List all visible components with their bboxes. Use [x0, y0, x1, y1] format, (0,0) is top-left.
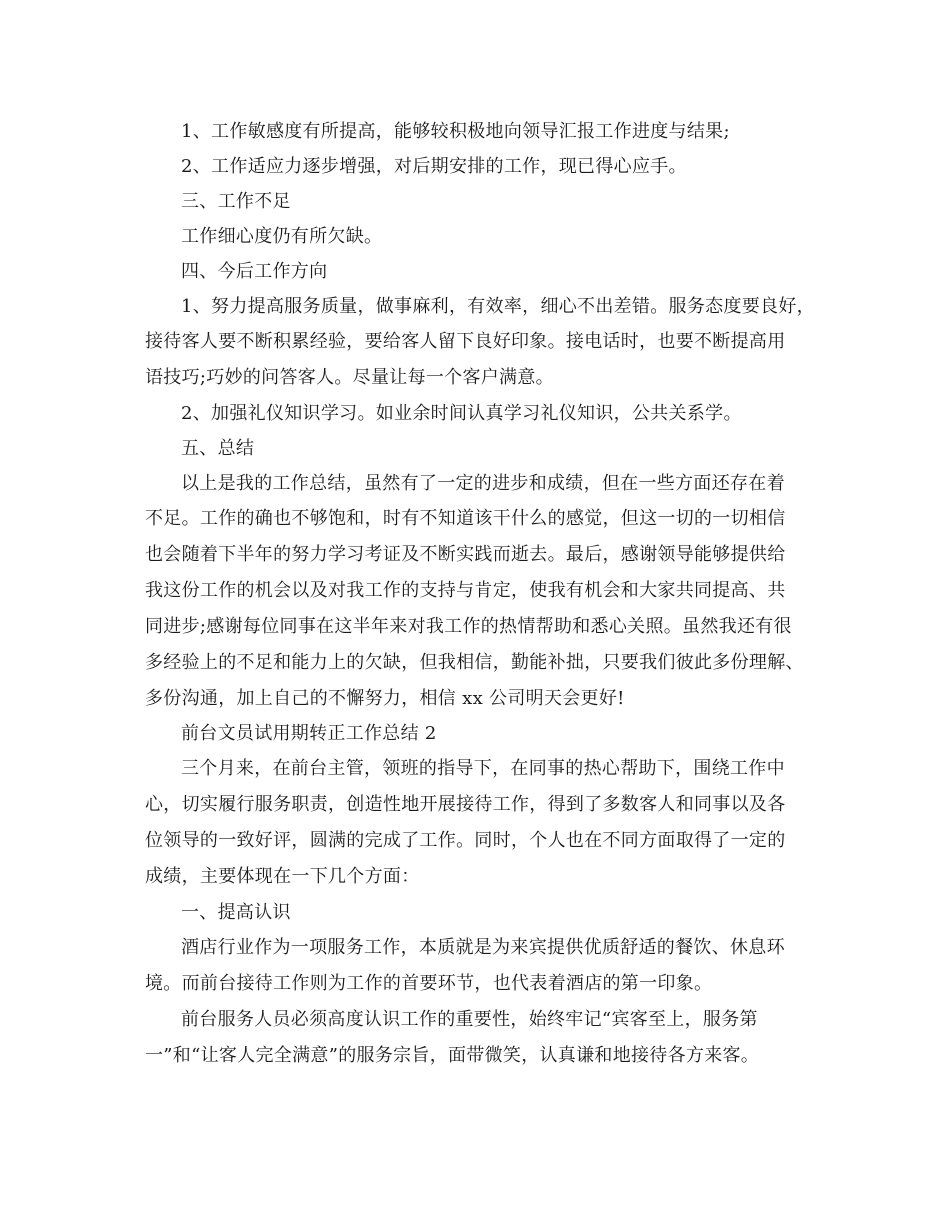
section-heading: 五、总结 — [181, 438, 255, 459]
text-line: 2、工作适应力逐步增强，对后期安排的工作，现已得心应手。 — [181, 156, 687, 177]
text-line: 工作细心度仍有所欠缺。 — [181, 226, 383, 247]
text-line: 2、加强礼仪知识学习。如业余时间认真学习礼仪知识，公共关系学。 — [181, 403, 742, 424]
section-heading: 四、今后工作方向 — [181, 261, 328, 282]
text-line: 以上是我的工作总结，虽然有了一定的进步和成绩，但在一些方面还存在着 — [181, 473, 785, 494]
text-line: 多经验上的不足和能力上的欠缺，但我相信，勤能补拙，只要我们彼此多份理解、 — [145, 652, 804, 673]
text-line: 酒店行业作为一项服务工作，本质就是为来宾提供优质舒适的餐饮、休息环 — [181, 937, 785, 958]
text-line: 接待客人要不断积累经验，要给客人留下良好印象。接电话时，也要不断提高用 — [145, 331, 786, 352]
text-line: 三个月来，在前台主管，领班的指导下，在同事的热心帮助下，围绕工作中 — [181, 758, 785, 779]
text-line: 1、工作敏感度有所提高，能够较积极地向领导汇报工作进度与结果; — [181, 121, 730, 142]
text-line: 成绩，主要体现在一下几个方面： — [145, 866, 420, 887]
text-line: 位领导的一致好评，圆满的完成了工作。同时，个人也在不同方面取得了一定的 — [145, 830, 786, 851]
text-line: 心，切实履行服务职责，创造性地开展接待工作，得到了多数客人和同事以及各 — [145, 794, 786, 815]
text-line: 我这份工作的机会以及对我工作的支持与肯定，使我有机会和大家共同提高、共 — [145, 580, 786, 601]
text-line: 也会随着下半年的努力学习考证及不断实践而逝去。最后，感谢领导能够提供给 — [145, 544, 786, 565]
text-line: 前台服务人员必须高度认识工作的重要性，始终牢记“宾客至上，服务第 — [181, 1009, 758, 1030]
text-line: 多份沟通，加上自己的不懈努力，相信 xx 公司明天会更好! — [145, 688, 625, 709]
section-heading: 三、工作不足 — [181, 191, 291, 212]
text-line: 一”和“让客人完全满意”的服务宗旨，面带微笑，认真谦和地接待各方来客。 — [145, 1045, 760, 1066]
section-heading: 一、提高认识 — [181, 902, 291, 923]
text-line: 1、努力提高服务质量，做事麻利，有效率，细心不出差错。服务态度要良好， — [181, 296, 815, 317]
text-line: 不足。工作的确也不够饱和，时有不知道该干什么的感觉，但这一切的一切相信 — [145, 508, 786, 529]
text-line: 同进步;感谢每位同事在这半年来对我工作的热情帮助和悉心关照。虽然我还有很 — [145, 616, 792, 637]
document-subtitle: 前台文员试用期转正工作总结 2 — [181, 723, 437, 744]
text-line: 语技巧;巧妙的问答客人。尽量让每一个客户满意。 — [145, 367, 554, 388]
text-line: 境。而前台接待工作则为工作的首要环节，也代表着酒店的第一印象。 — [145, 973, 713, 994]
